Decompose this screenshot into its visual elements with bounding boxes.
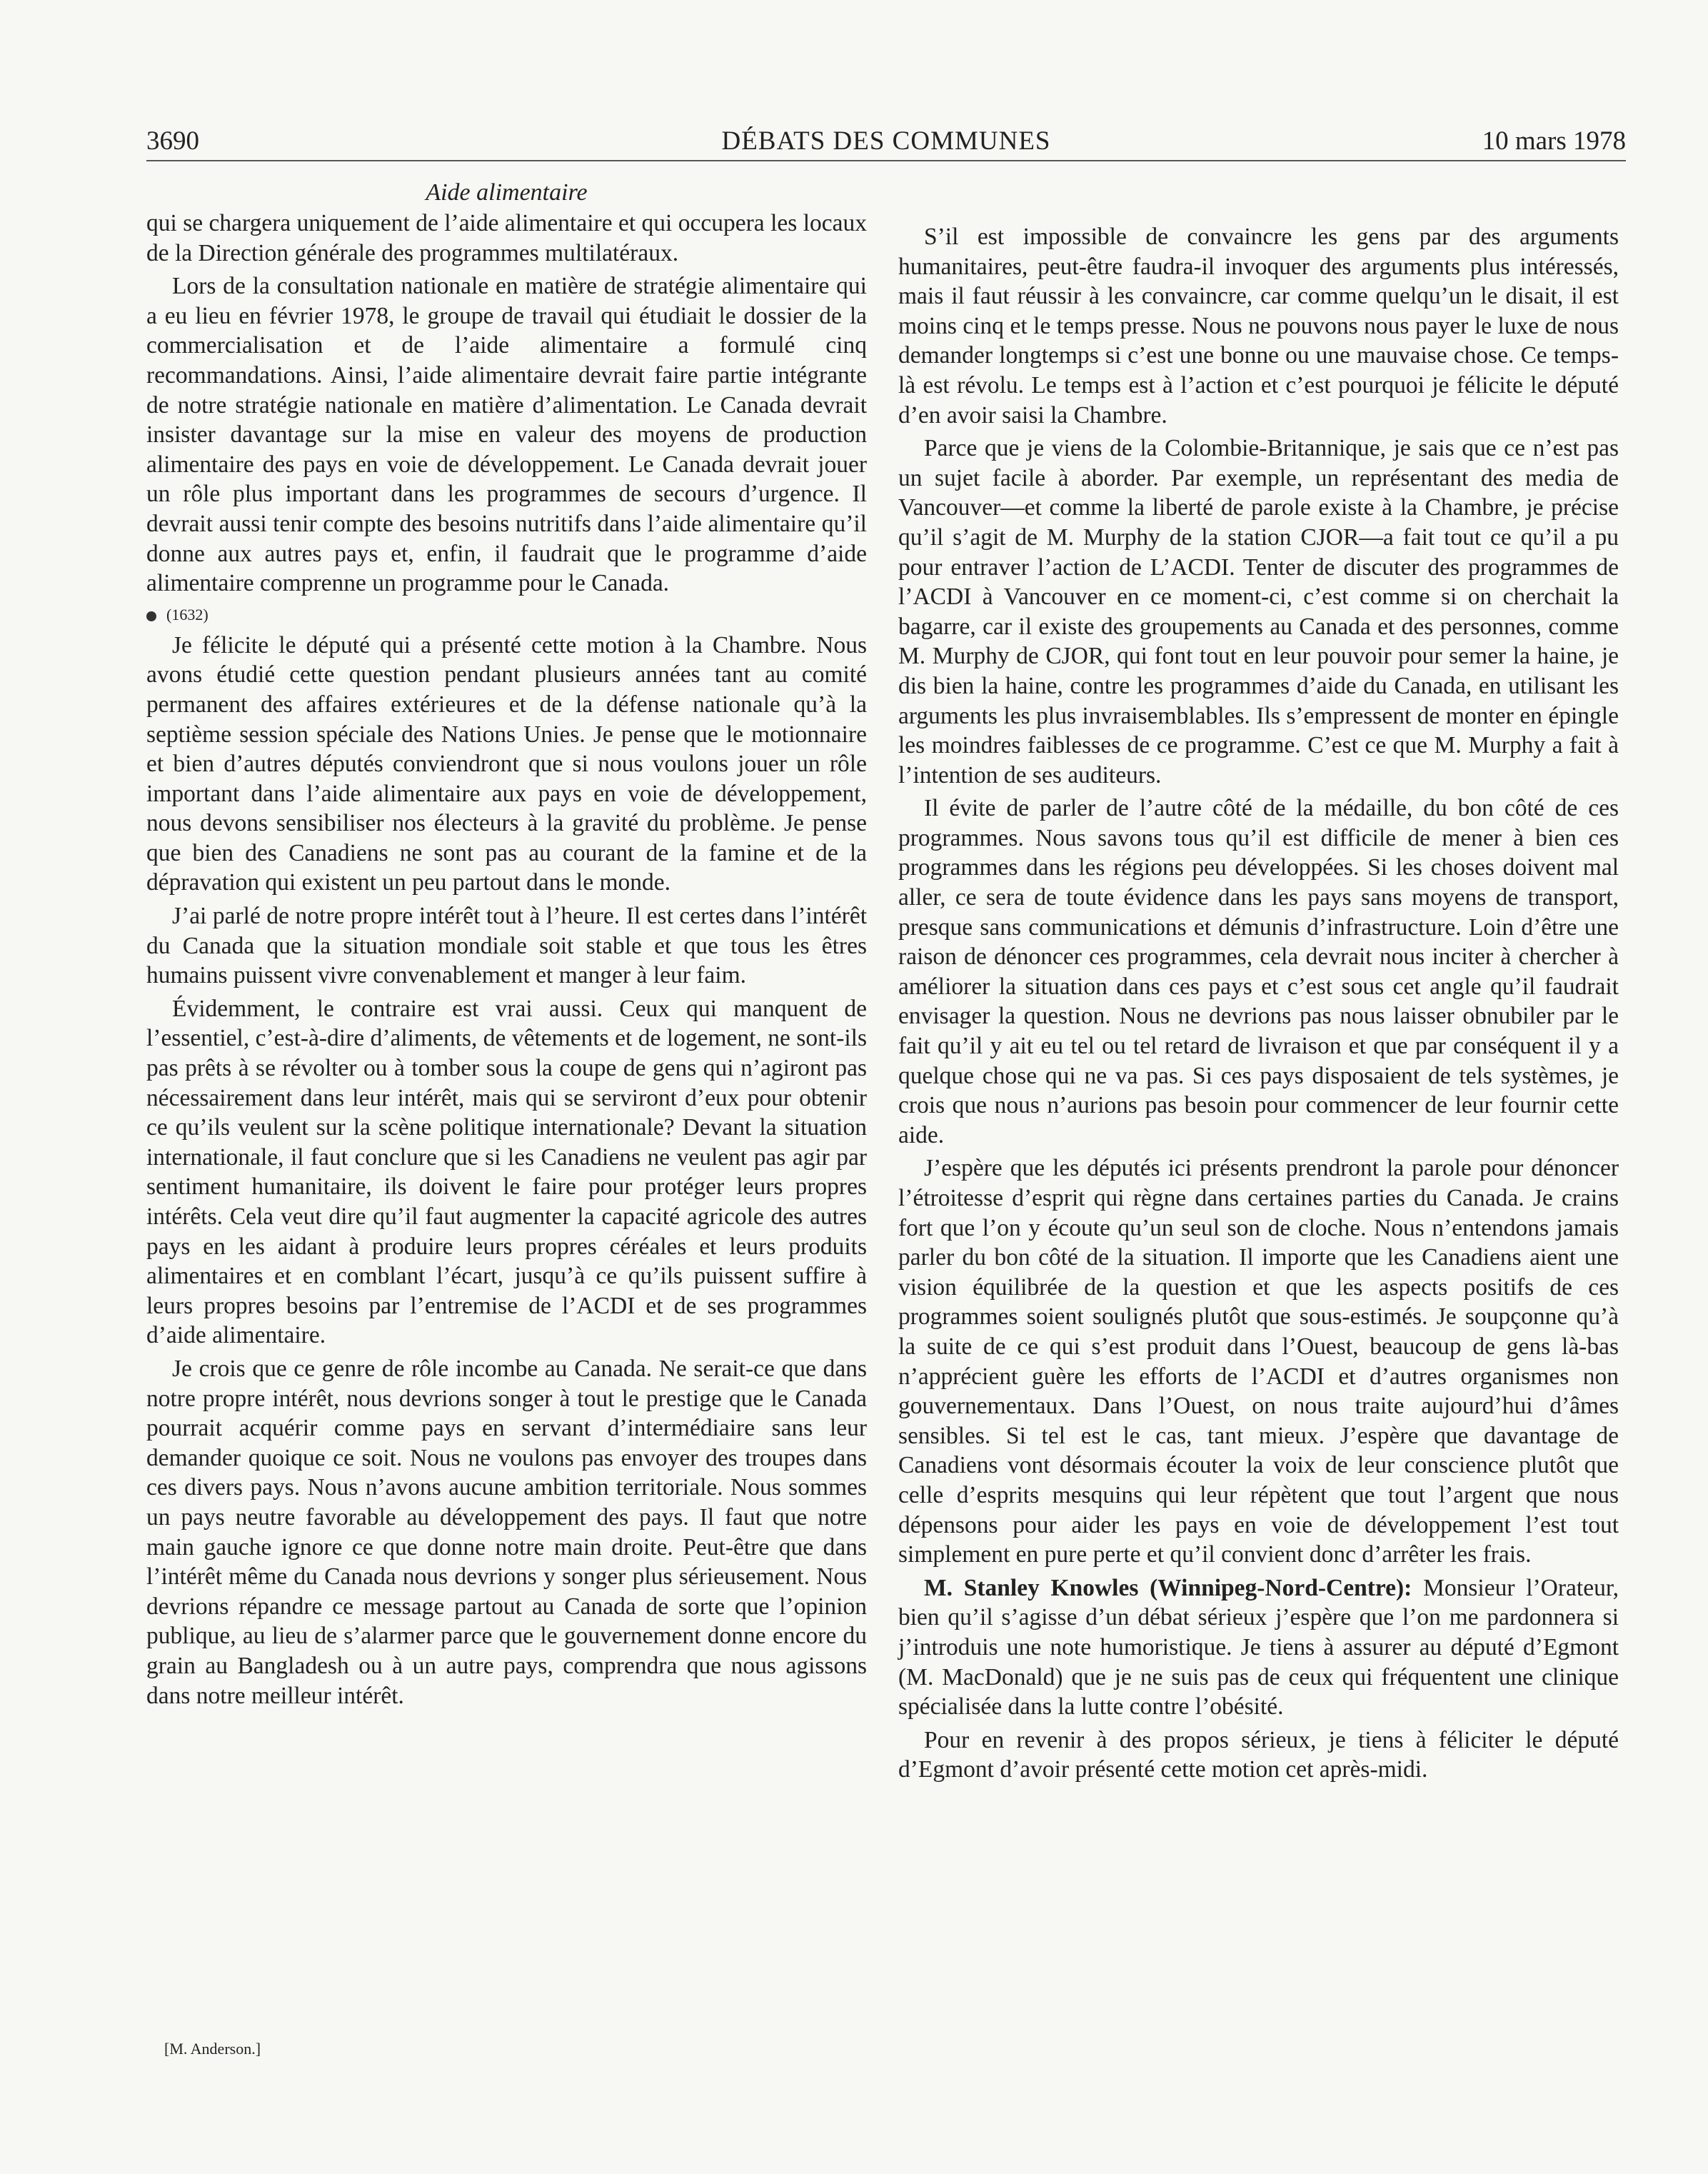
paragraph: Pour en revenir à des propos sérieux, je tiens à féliciter le député d’Egmont d’avoir présenté cette motion cet après-midi. [898,1726,1619,1783]
paragraph: Évidemment, le contraire est vrai aussi. Ceux qui manquent de l’essentiel, c’est-à-dire d’aliments, de vêtements et de logement, ne sont-ils pas prêts à se révolter ou à tomber sous la coupe de gens qui n’agiront pas nécessairement dans leur intérêt, mais qui se serviront d’eux pour obtenir ce qu’ils veulent sur la scène politique internationale? Devant la situation internationale, il faut conclure que si les Canadiens ne veulent pas agir par sentiment humanitaire, ils doivent le faire pour protéger leurs propres intérêts. Cela veut dire qu’il faut augmenter la capacité agricole des autres pays en les aidant à produire leurs propres céréales et leurs produits alimentaires et en comblant l’écart, jusqu’à ce qu’ils puissent suffire à leurs propres besoins par l’entremise de l’ACDI et de ses programmes d’aide alimentaire. [146,995,867,1349]
paragraph: Parce que je viens de la Colombie-Britannique, je sais que ce n’est pas un sujet facile à aborder. Par exemple, un représentant des media de Vancouver—et comme la liberté de parole existe à la Chambre, je précise qu’il s’agit de M. Murphy de la station CJOR—a fait tout ce qu’il a pu pour entraver l’action de L’ACDI. Tenter de discuter des programmes de l’ACDI à Vancouver en ce moment-ci, c’est comme si on cherchait la bagarre, car il existe des groupements au Canada et des personnes, comme M. Murphy de CJOR, qui font tout en leur pouvoir pour semer la haine, je dis bien la haine, contre les programmes d’aide du Canada, en utilisant les arguments les plus invraisemblables. Ils s’empressent de monter en épingle les moindres faiblesses de ce programme. C’est ce que M. Murphy a fait à l’intention de ses auditeurs. [898,435,1619,788]
paragraph: Lors de la consultation nationale en matière de stratégie alimentaire qui a eu lieu en février 1978, le groupe de travail qui étudiait le dossier de la commercialisation et de l’aide alimentaire a formulé cinq recommandations. Ainsi, l’aide alimentaire devrait faire partie intégrante de notre stratégie nationale en matière d’alimentation. Le Canada devrait insister davantage sur la mise en valeur des moyens de production alimentaire des pays en voie de développement. Le Canada devrait jouer un rôle plus important dans les programmes de secours d’urgence. Il devrait aussi tenir compte des besoins nutritifs dans l’aide alimentaire qu’il donne aux autres pays et, enfin, il faudrait que le programme d’aide alimentaire comprenne un programme pour le Canada. [146,273,867,597]
paragraph: Il évite de parler de l’autre côté de la médaille, du bon côté de ces programmes. Nous savons tous qu’il est difficile de mener à bien ces programmes dans les régions peu développées. Si les choses doivent mal aller, ce sera de toute évidence dans les pays sans moyens de transport, presque sans communications et démunis d’infrastructure. Loin d’être une raison de dénoncer ces programmes, cela devrait nous inciter à chercher à améliorer la situation dans ces pays et c’est sous cet angle qu’il faudrait envisager la question. Nous ne devrions pas nous laisser obnubiler par le fait qu’il y ait eu tel ou tel retard de livraison et que par conséquent il y a quelque chose qui ne va pas. Si ces pays disposaient de tels systèmes, je crois que nous n’aurions pas besoin pour commencer de leur fournir cette aide. [898,795,1619,1148]
speaker-name: M. Stanley Knowles (Winnipeg-Nord-Centre): [924,1574,1412,1601]
right-column [898,222,1619,1788]
paragraph: J’espère que les députés ici présents prendront la parole pour dénoncer l’étroitesse d’esprit qui règne dans certaines parties du Canada. Je crains fort que l’on y écoute qu’un seul son de cloche. Nous n’entendons jamais parler du bon côté de la situation. Il importe que les Canadiens aient une vision équilibrée de la question et que les aspects positifs de ces programmes soient soulignés plutôt que sous-estimés. Je soupçonne qu’à la suite de ce qui s’est produit dans l’Ouest, beaucoup de gens là-bas n’apprécient guère les efforts de l’ACDI et d’autres organismes non gouvernementaux. Dans l’Ouest, on nous traite aujourd’hui d’âmes sensibles. Si tel est le cas, tant mieux. J’espère que davantage de Canadiens vont désormais écouter la voix de leur conscience plutôt que celle d’esprits mesquins qui leur répètent que tout l’argent que nous dépensons pour aider les pays en voie de développement l’est tout simplement en pure perte et qu’il convient donc d’arrêter les frais. [898,1155,1619,1568]
speaker-paragraph [898,1573,1619,1722]
paragraph: J’ai parlé de notre propre intérêt tout à l’heure. Il est certes dans l’intérêt du Canada que la situation mondiale soit stable et que tous les êtres humains puissent vivre convenablement et manger à leur faim. [146,903,867,989]
publication-title: DÉBATS DES COMMUNES [721,126,1051,156]
page-header [146,123,1626,161]
time-marker-label: (1632) [166,605,209,623]
bullet-icon [146,611,156,621]
speaker-footnote: [M. Anderson.] [164,2040,261,2058]
paragraph: Je crois que ce genre de rôle incombe au Canada. Ne serait-ce que dans notre propre intérêt, nous devrions songer à tout le prestige que le Canada pourrait acquérir comme pays en servant d’intermédiaire sans leur demander quoique ce soit. Nous ne voulons pas envoyer des troupes dans ces divers pays. Nous n’avons aucune ambition territoriale. Nous sommes un pays neutre favorable au développement des pays. Il faut que notre main gauche ignore ce que donne notre main droite. Peut-être que dans l’intérêt même du Canada nous devrions y songer plus sérieusement. Nous devrions répandre ce message partout au Canada de sorte que l’opinion publique, au lieu de s’alarmer parce que le gouvernement donne encore du grain au Bangladesh ou à un autre pays, comprendra que nous agissons dans notre meilleur intérêt. [146,1355,867,1709]
page-number: 3690 [146,126,199,156]
paragraph: S’il est impossible de convaincre les gens par des arguments humanitaires, peut-être faudra-il invoquer des arguments plus intéressés, mais il faut réussir à les convaincre, car comme quelqu’un le disait, il est moins cinq et le temps presse. Nous ne pouvons nous payer le luxe de nous demander longtemps si c’est une bonne ou une mauvaise chose. Ce temps-là est révolu. Le temps est à l’action et c’est pourquoi je félicite le député d’en avoir saisi la Chambre. [898,224,1619,429]
speaker-text: Monsieur l’Orateur, bien qu’il s’agisse d’un débat sérieux j’espère que l’on me pardonnera si j’introduis une note humoristique. Je tiens à assurer au député d’Egmont (M. MacDonald) que je ne suis pas de ceux qui fréquentent une clinique spécialisée dans la lutte contre l’obésité. [898,1574,1619,1720]
section-title: Aide alimentaire [426,179,588,206]
time-marker [146,602,867,628]
paragraph: Je félicite le député qui a présenté cette motion à la Chambre. Nous avons étudié cette question pendant plusieurs années tant au comité permanent des affaires extérieures et de la défense nationale qu’à la septième session spéciale des Nations Unies. Je pense que le motionnaire et bien d’autres députés conviendront que si nous voulons jouer un rôle important dans l’aide alimentaire aux pays en voie de développement, nous devons sensibiliser nos électeurs à la gravité du problème. Je pense que bien des Canadiens ne sont pas au courant de la famine et de la dépravation qui existent un peu partout dans le monde. [146,631,867,896]
paragraph: qui se chargera uniquement de l’aide alimentaire et qui occupera les locaux de la Direction générale des programmes multilatéraux. [146,210,867,266]
left-column [146,209,867,1714]
publication-date: 10 mars 1978 [1482,126,1626,156]
